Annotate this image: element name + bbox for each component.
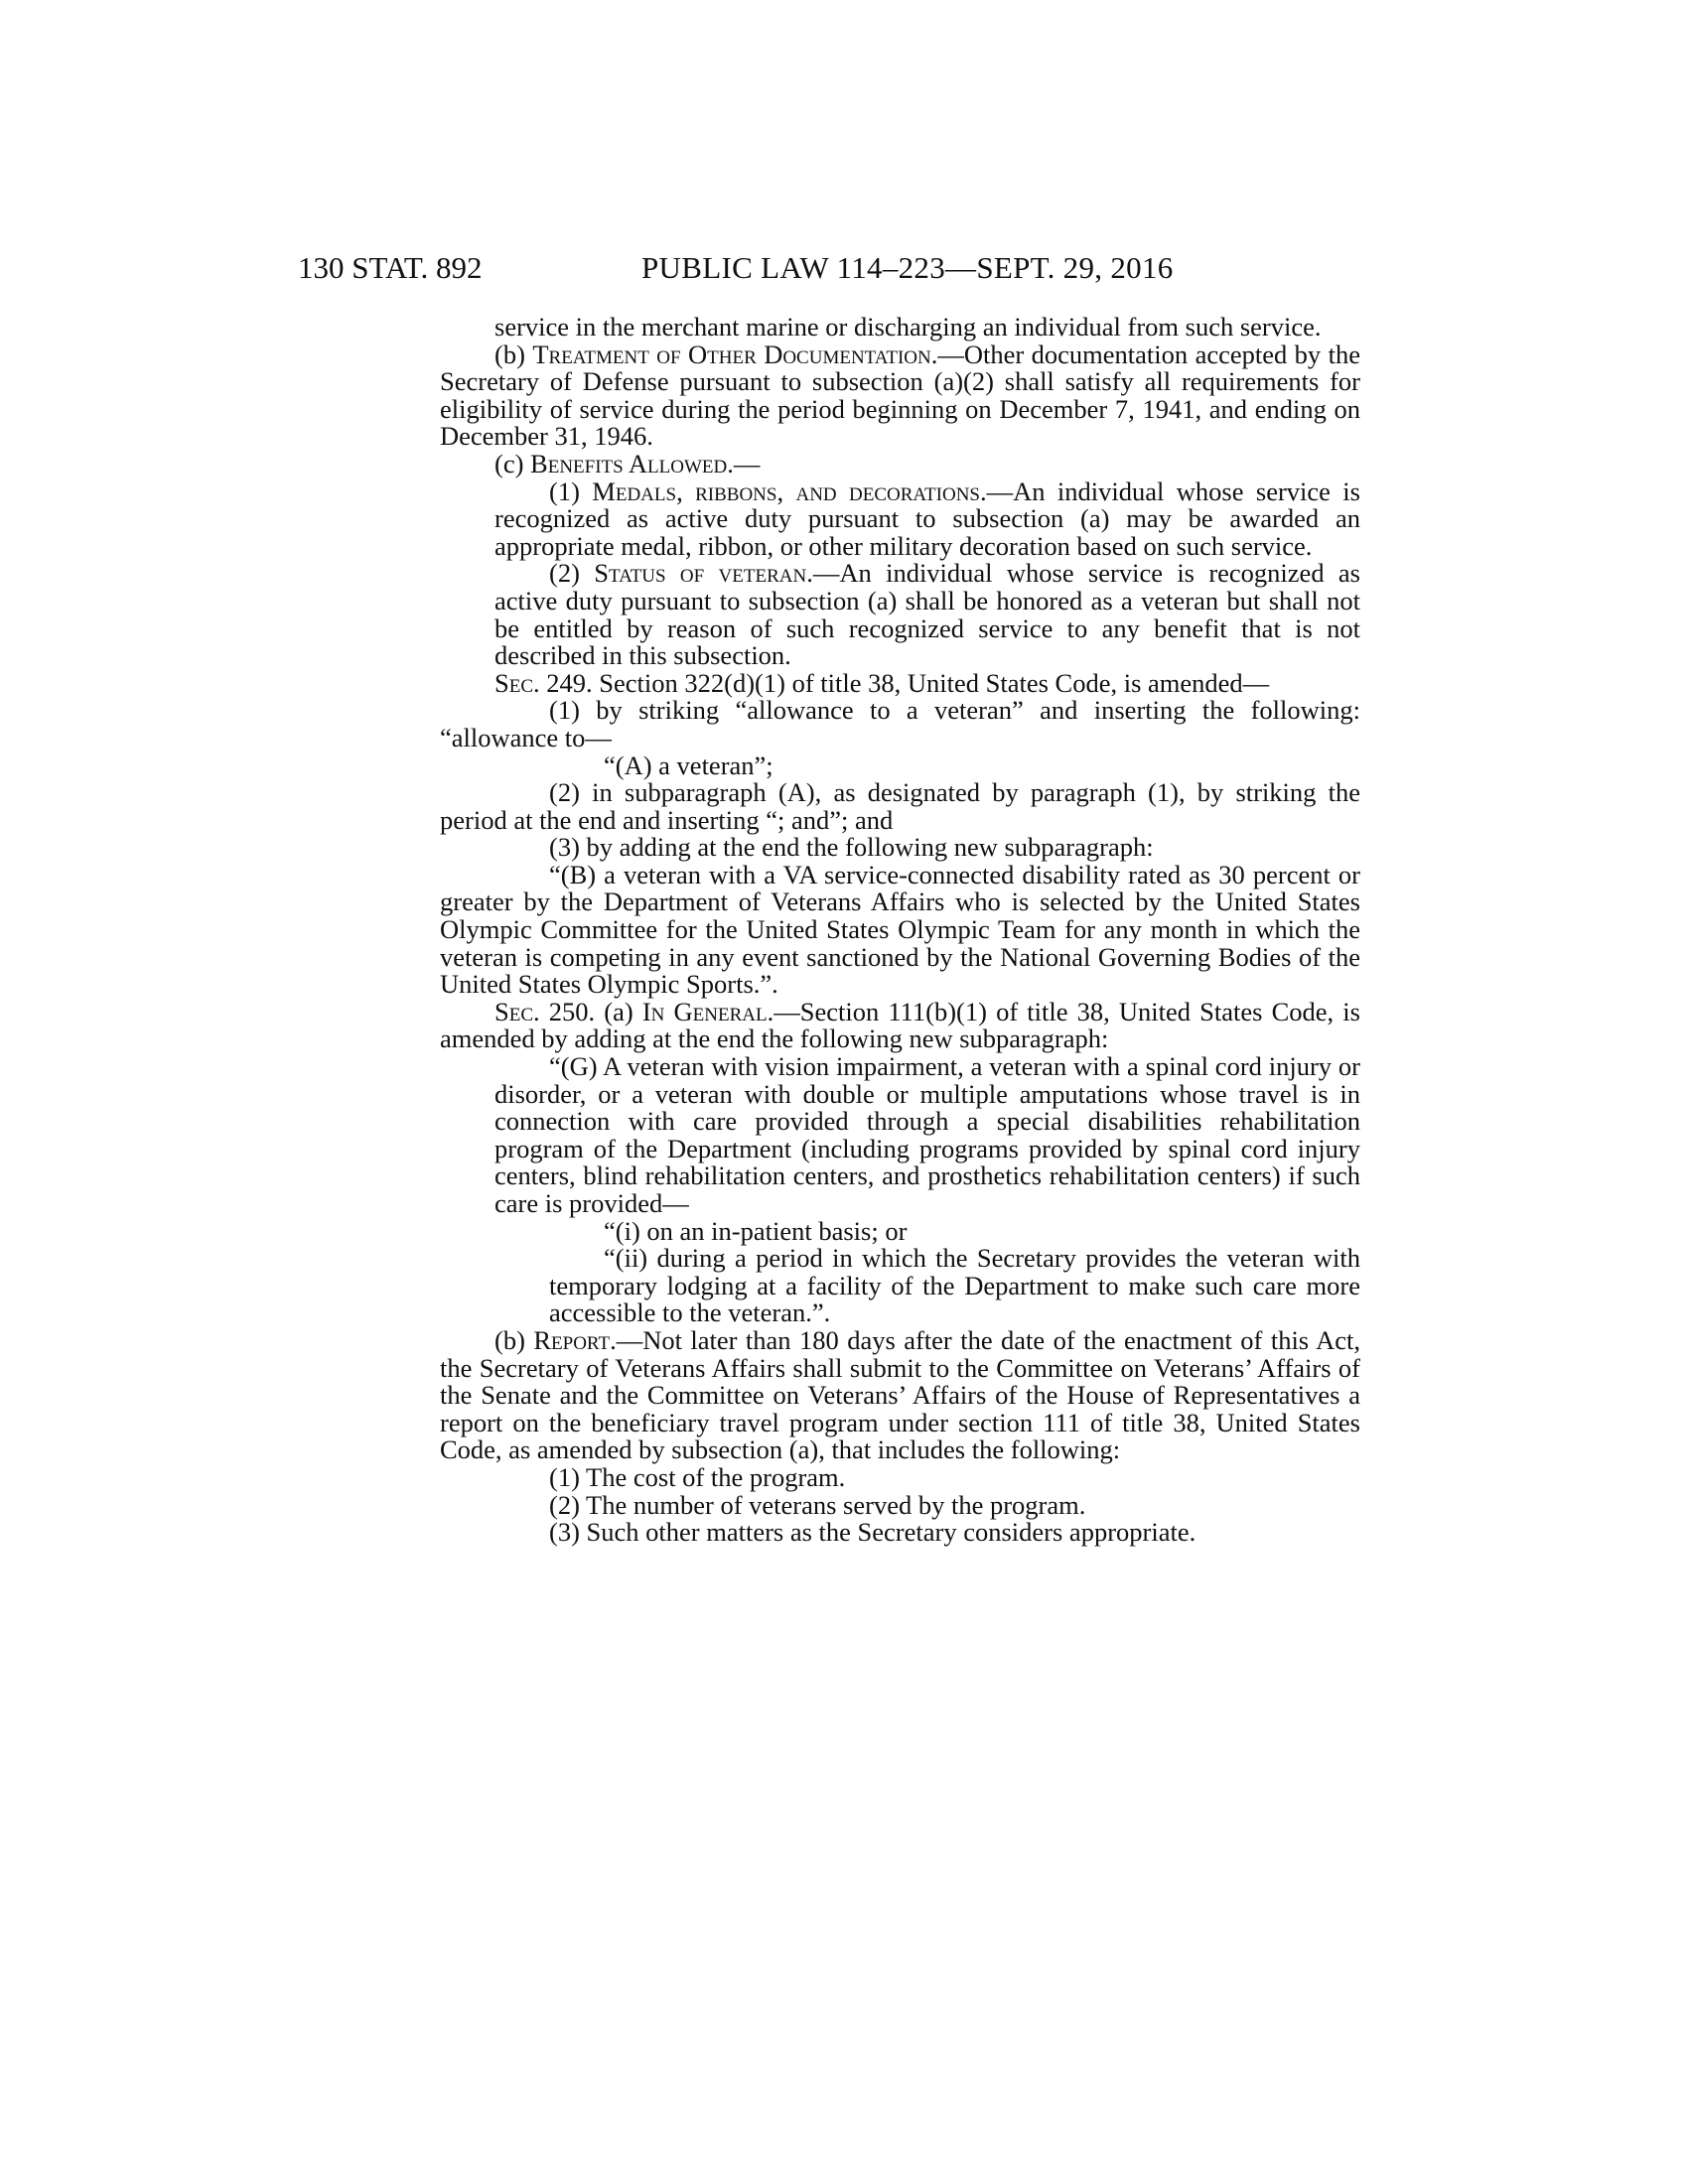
sec249-paragraph-2: (2) in subparagraph (A), as designated by paragraph (1), by striking the period at the end and inserting “; and”; and — [440, 777, 1360, 835]
paragraph-heading: Status of veteran. — [594, 558, 813, 589]
sec249-paragraph-1: (1) by striking “allowance to a veteran” and inserting the following: “allowance to— — [440, 695, 1360, 752]
subsection-heading: In General. — [641, 996, 774, 1026]
section-250: Sec. 250. (a) In General.—Section 111(b)(1) of title 38, United States Code, is amended by adding at the end the following new subparagraph: — [440, 996, 1360, 1054]
statute-reference: 130 STAT. 892 — [298, 250, 483, 285]
subsection-heading: Report. — [533, 1324, 617, 1355]
sec249-paragraph-3: (3) by adding at the end the following new subparagraph: — [549, 832, 1154, 863]
sec250-subsection-b-report: (b) Report.—Not later than 180 days after the date of the enactment of this Act, the Secretary of Veterans Affairs shall submit to the Committee on Veterans’ Affairs of the Senate and the Committee on Veterans’ Affairs of the House of Representatives a report on the beneficiary travel program under section 111 of title 38, United States Code, as amended by subsection (a), that includes the following: — [440, 1324, 1360, 1465]
subsection-heading: Treatment of Other Documentation. — [532, 339, 938, 369]
subsection-heading: Benefits Allowed. — [530, 448, 734, 478]
section-label: Sec. — [494, 996, 540, 1026]
report-item-1: (1) The cost of the program. — [549, 1461, 846, 1492]
public-law-title: PUBLIC LAW 114–223—SEPT. 29, 2016 — [641, 250, 1174, 285]
report-item-2: (2) The number of veterans served by the program. — [549, 1489, 1086, 1520]
document-body — [440, 312, 1360, 1548]
section-label: Sec. — [494, 667, 540, 698]
sec249-subparagraph-b: “(B) a veteran with a VA service-connected disability rated as 30 percent or greater by the Department of Veterans Affairs who is selected by the United States Olympic Committee for the United States Olympic Team for any month in which the veteran is competing in any event sanctioned by the National Governing Bodies of the United States Olympic Sports.”. — [440, 859, 1360, 1000]
subsection-b-other-documentation: (b) Treatment of Other Documentation.—Other documentation accepted by the Secretary of Defense pursuant to subsection (a)(2) shall satisfy all requirements for eligibility of service during the period beginning on December 7, 1941, and ending on December 31, 1946. — [440, 339, 1360, 452]
paragraph-2-status-of-veteran: (2) Status of veteran.—An individual whose service is recognized as active duty pursuant to subsection (a) shall be honored as a veteran but shall not be entitled by reason of such recognized service to any benefit that is not described in this subsection. — [494, 558, 1360, 671]
paragraph-merchant-marine: service in the merchant marine or discharging an individual from such service. — [494, 312, 1322, 341]
sec250-clause-i: “(i) on an in-patient basis; or — [604, 1215, 908, 1246]
sec250-subparagraph-g: “(G) A veteran with vision impairment, a veteran with a spinal cord injury or disorder, or a veteran with double or multiple amputations whose travel is in connection with care provided through a special disabilities rehabilitation program of the Department (including programs provided by spinal cord injury centers, blind rehabilitation centers, and prosthetics rehabilitation centers) if such care is provided— — [494, 1051, 1360, 1218]
paragraph-heading: Medals, ribbons, and decorations. — [592, 476, 987, 506]
subsection-c-benefits-allowed: (c) Benefits Allowed.— — [494, 448, 761, 478]
section-249: Sec. 249. Section 322(d)(1) of title 38, United States Code, is amended— — [494, 667, 1270, 698]
sec249-subparagraph-a: “(A) a veteran”; — [604, 750, 774, 780]
report-item-3: (3) Such other matters as the Secretary considers appropriate. — [549, 1517, 1196, 1548]
page-header — [298, 246, 1291, 290]
sec250-clause-ii: “(ii) during a period in which the Secretary provides the veteran with temporary lodging at a facility of the Department to make such care more accessible to the veteran.”. — [549, 1243, 1360, 1328]
paragraph-1-medals: (1) Medals, ribbons, and decorations.—An individual whose service is recognized as active duty pursuant to subsection (a) may be awarded an appropriate medal, ribbon, or other military decoration based on such service. — [494, 476, 1360, 561]
